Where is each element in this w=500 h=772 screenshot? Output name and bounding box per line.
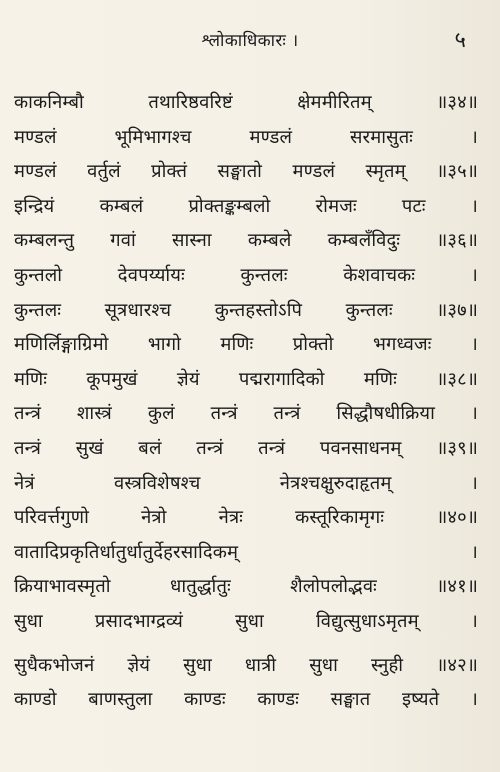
verse-text bbox=[14, 86, 478, 718]
text-line: नेत्रं वस्त्रविशेषश्च नेत्रश्चक्षुरुदाहृतम् । bbox=[14, 472, 478, 494]
text-line: तन्त्रं सुखं बलं तन्त्रं तन्त्रं पवनसाधनम् ॥३९॥ bbox=[14, 437, 478, 459]
text-line: मणिर्लिङ्गाग्रिमो भागो मणिः प्रोक्तो भगध्वजः । bbox=[14, 334, 478, 356]
text-line: सुधैकभोजनं ज्ञेयं सुधा धात्री सुधा स्नुही ॥४२॥ bbox=[14, 654, 478, 676]
text-line: वातादिप्रकृतिर्धातुर्धातुर्देहरसादिकम् । bbox=[14, 541, 478, 563]
text-line: परिवर्त्तगुणो नेत्रो नेत्रः कस्तूरिकामृगः ॥४०॥ bbox=[14, 507, 478, 529]
text-line: कुन्तलः सूत्रधारश्च कुन्तहस्तोऽपि कुन्तलः ॥३७॥ bbox=[14, 299, 478, 321]
text-line: मणिः कूपमुखं ज्ञेयं पद्मरागादिको मणिः ॥३८॥ bbox=[14, 368, 478, 390]
text-line: सुधा प्रसादभाग्द्रव्यं सुधा विद्युत्सुधाऽमृतम् । bbox=[14, 610, 478, 632]
running-head bbox=[0, 28, 500, 54]
text-line: तन्त्रं शास्त्रं कुलं तन्त्रं तन्त्रं सिद्धौषधीक्रिया । bbox=[14, 403, 478, 425]
text-line: मण्डलं भूमिभागश्च मण्डलं सरमासुतः । bbox=[14, 126, 478, 148]
text-line: कुन्तलो देवपर्य्यायः कुन्तलः केशवाचकः । bbox=[14, 264, 478, 286]
text-line: मण्डलं वर्तुलं प्रोक्तं सङ्घातो मण्डलं स्मृतम् ॥३५॥ bbox=[14, 161, 478, 183]
text-line: क्रियाभावस्मृतो धातुर्द्धातुः शैलोपलोद्भवः ॥४१॥ bbox=[14, 576, 478, 598]
text-line: काण्डो बाणस्तुला काण्डः काण्डः सङ्घात इष्यते । bbox=[14, 689, 478, 711]
text-line: कम्बलन्तु गवां सास्ना कम्बले कम्बलँविदुः ॥३६॥ bbox=[14, 230, 478, 252]
text-line: इन्द्रियं कम्बलं प्रोक्तङ्कम्बलो रोमजः पटः । bbox=[14, 195, 478, 217]
text-line: काकनिम्बौ तथारिष्ठवरिष्टं क्षेममीरितम् ॥३४॥ bbox=[14, 92, 478, 113]
page-number: ५ bbox=[454, 28, 466, 53]
page-title: श्लोकाधिकारः । bbox=[201, 31, 299, 51]
